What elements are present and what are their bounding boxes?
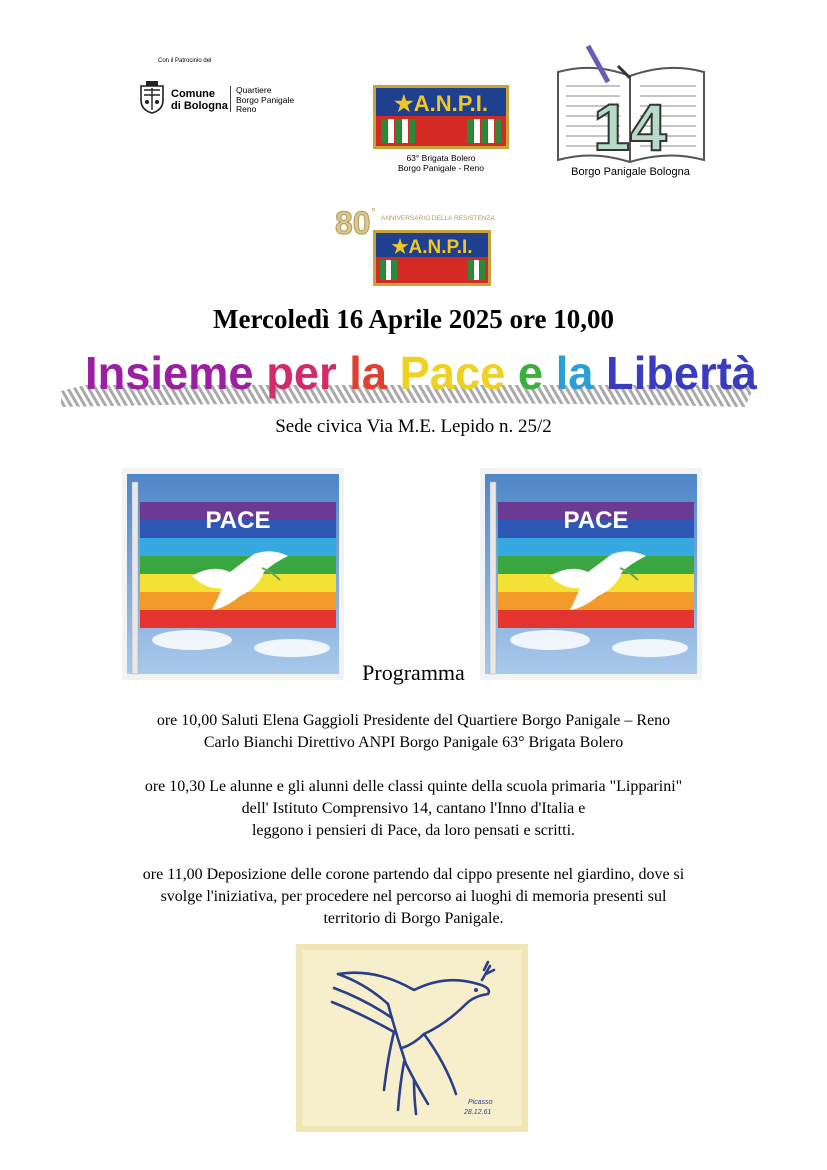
headline-word: la <box>555 347 607 399</box>
programma-line: Carlo Bianchi Direttivo ANPI Borgo Panigale 63° Brigata Bolero <box>203 734 624 751</box>
peace-flag-icon <box>480 468 702 680</box>
headline-word: Insieme <box>85 347 270 399</box>
headline-word: e <box>517 347 557 399</box>
event-date-title: Mercoledì 16 Aprile 2025 ore 10,00 <box>213 304 614 334</box>
svg-text:80: 80 <box>335 205 371 241</box>
dove-signature-date: 28.12.61 <box>464 1109 492 1116</box>
picasso-dove-image <box>296 944 528 1132</box>
programma-line: territorio di Borgo Panigale. <box>323 910 504 927</box>
event-headline <box>55 345 772 415</box>
programma-line: dell' Istituto Comprensivo 14, cantano l'Inno d'Italia e <box>241 800 586 817</box>
anpi-80-emblem-icon <box>333 198 495 290</box>
programma-title: Programma <box>362 660 465 685</box>
programma-line: svolge l'iniziativa, per procedere nel percorso ai luoghi di memoria presenti sul <box>160 888 667 905</box>
anpi-logo-text: ★A.N.P.I. <box>394 91 488 116</box>
book-icon <box>548 42 713 164</box>
anpi-caption: 63° Brigata Bolero Borgo Panigale - Reno <box>397 153 484 173</box>
event-venue: Sede civica Via M.E. Lepido n. 25/2 <box>275 416 552 437</box>
headline-word: Libertà <box>606 347 760 399</box>
headline-word: per <box>266 347 351 399</box>
svg-text:°: ° <box>371 205 376 219</box>
ic14-logo <box>548 42 713 187</box>
headline-text <box>85 347 760 399</box>
programma-line: ore 10,00 Saluti Elena Gaggioli Presidente del Quartiere Borgo Panigale – Reno <box>156 712 671 729</box>
headline-word: la <box>349 347 401 399</box>
programma-line: leggono i pensieri di Pace, da loro pensati e scritti. <box>251 822 576 839</box>
programma-line: ore 11,00 Deposizione delle corone partendo dal cippo presente nel giardino, dove si <box>142 866 685 883</box>
ic14-caption: Borgo Panigale Bologna <box>571 166 690 178</box>
quartiere-name: Quartiere Borgo Panigale Reno <box>236 85 295 114</box>
peace-flag-image-left <box>122 468 344 680</box>
anpi-flag-icon <box>373 85 509 149</box>
svg-text:ANNIVERSARIO DELLA RESISTENZA: ANNIVERSARIO DELLA RESISTENZA <box>381 215 495 222</box>
svg-text:★A.N.P.I.: ★A.N.P.I. <box>391 237 473 258</box>
peace-flag-image-right <box>480 468 702 680</box>
programma-line: ore 10,30 Le alunne e gli alunni delle classi quinte della scuola primaria "Lipparini" <box>144 778 683 795</box>
comune-name: Comune di Bologna <box>171 88 228 112</box>
programma-item-3 <box>40 864 787 930</box>
flag-label: PACE <box>205 507 271 534</box>
ic14-number: 14 <box>593 90 667 164</box>
comune-bologna-logo <box>138 58 318 128</box>
anpi-80-logo <box>333 198 495 290</box>
bologna-crest-icon <box>138 80 166 114</box>
headline-word: Pace <box>399 347 520 399</box>
logo-divider <box>230 86 231 112</box>
flag-label: PACE <box>563 507 629 534</box>
programma-item-2 <box>40 776 787 842</box>
patrocinio-text: Con il Patrocinio del <box>158 58 212 64</box>
programma-item-1 <box>40 710 787 754</box>
anpi-logo <box>370 85 512 185</box>
dove-signature: Picasso <box>468 1099 493 1106</box>
peace-flag-icon <box>122 468 344 680</box>
